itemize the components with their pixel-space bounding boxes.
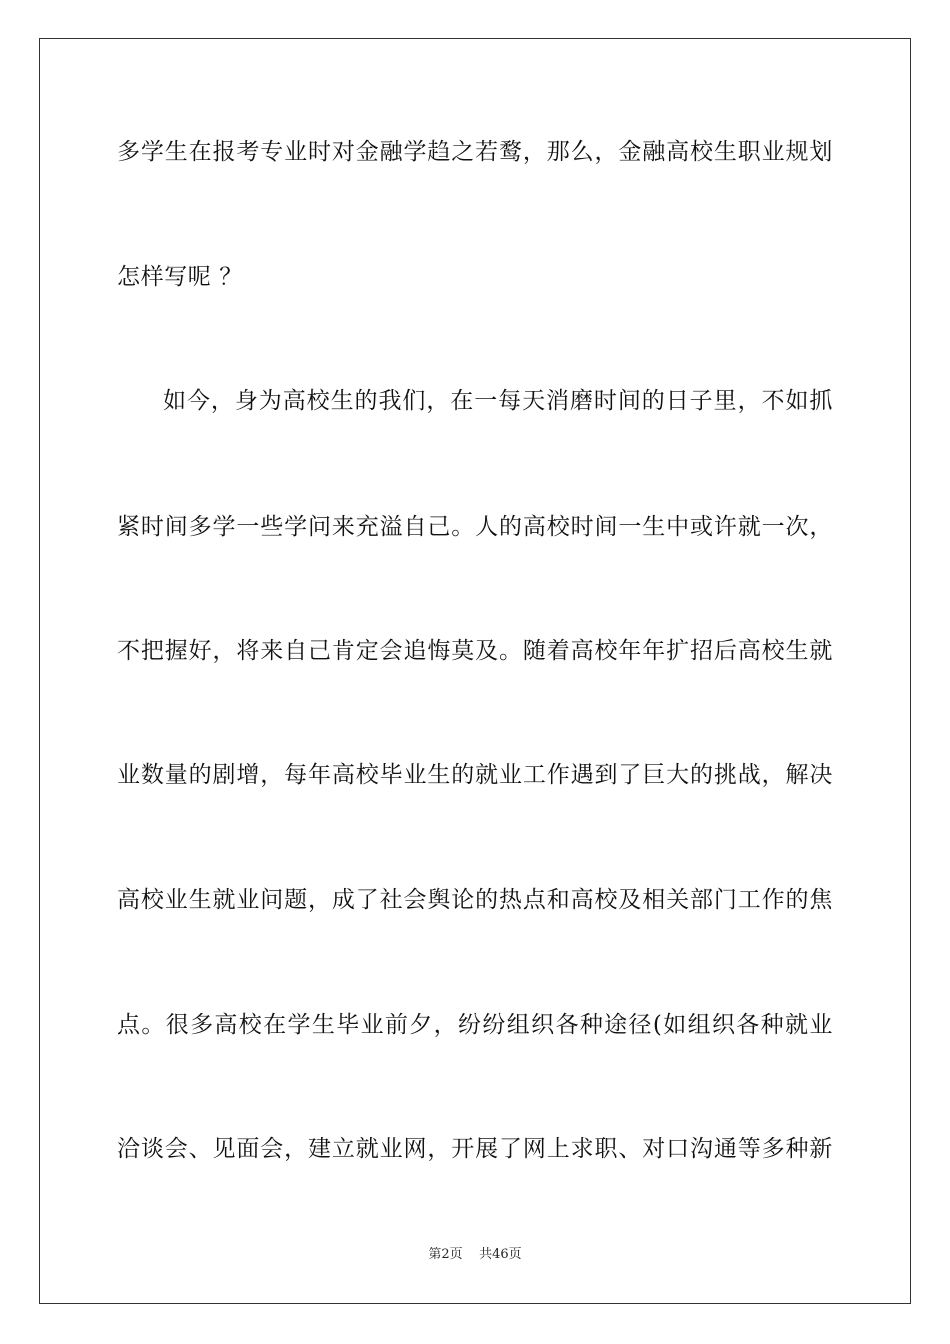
body-text-line-2: 怎样写呢 ？	[117, 264, 243, 290]
body-text-line-4: 紧时间多学一些学问来充溢自己。人的高校时间一生中或许就一次，	[117, 514, 833, 540]
page-number: 第2页	[428, 1247, 463, 1262]
page-total: 共46页	[479, 1247, 522, 1262]
body-text-line-1: 多学生在报考专业时对金融学趋之若鹜，那么，金融高校生职业规划	[117, 139, 833, 165]
body-text-line-9: 洽谈会、见面会，建立就业网，开展了网上求职、对口沟通等多种新	[117, 1136, 833, 1162]
body-text-line-7: 高校业生就业问题，成了社会舆论的热点和高校及相关部门工作的焦	[117, 887, 833, 913]
body-text-line-6: 业数量的剧增，每年高校毕业生的就业工作遇到了巨大的挑战，解决	[117, 762, 833, 788]
body-text-line-3: 如今，身为高校生的我们，在一每天消磨时间的日子里，不如抓	[163, 388, 833, 414]
body-text-line-8: 点。很多高校在学生毕业前夕，纷纷组织各种途径(如组织各种就业	[117, 1012, 833, 1038]
page-footer	[0, 1246, 950, 1264]
page-frame	[39, 38, 911, 1304]
body-text-line-5: 不把握好，将来自己肯定会追悔莫及。随着高校年年扩招后高校生就	[117, 638, 833, 664]
